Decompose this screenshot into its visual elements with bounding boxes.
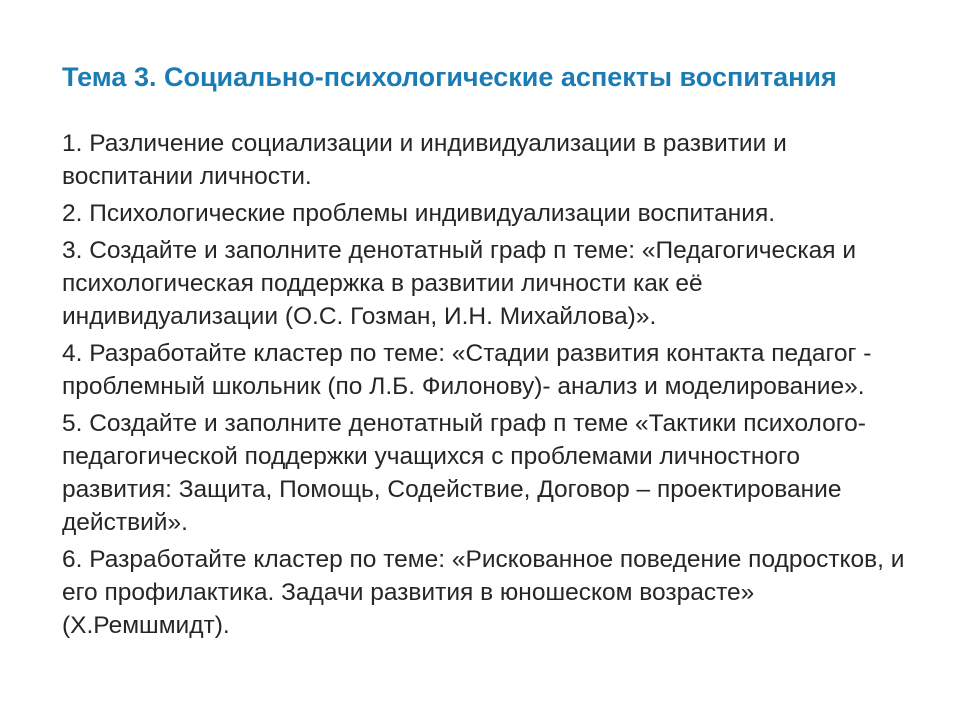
task-item-6: 6. Разработайте кластер по теме: «Рискованное поведение подростков, и его профилактика. Задачи развития в юношеском возрасте» (Х.Ремшмидт). — [62, 546, 905, 639]
task-item-3: 3. Создайте и заполните денотатный граф п теме: «Педагогическая и психологическая поддержка в развитии личности как её индивидуализации (О.С. Гозман, И.Н. Михайлова)». — [62, 237, 857, 330]
slide-title: Тема 3. Социально-психологические аспекты воспитания — [62, 62, 837, 92]
task-list — [62, 127, 912, 646]
task-item-1: 1. Различение социализации и индивидуализации в развитии и воспитании личности. — [62, 130, 787, 190]
task-item-2: 2. Психологические проблемы индивидуализации воспитания. — [62, 200, 776, 227]
task-item-4: 4. Разработайте кластер по теме: «Стадии развития контакта педагог - проблемный школьник (по Л.Б. Филонову)- анализ и моделирование». — [62, 340, 872, 400]
task-item-5: 5. Создайте и заполните денотатный граф п теме «Тактики психолого-педагогической поддержки учащихся с проблемами личностного развития: Защита, Помощь, Содействие, Договор – проектирование действий». — [62, 410, 866, 536]
